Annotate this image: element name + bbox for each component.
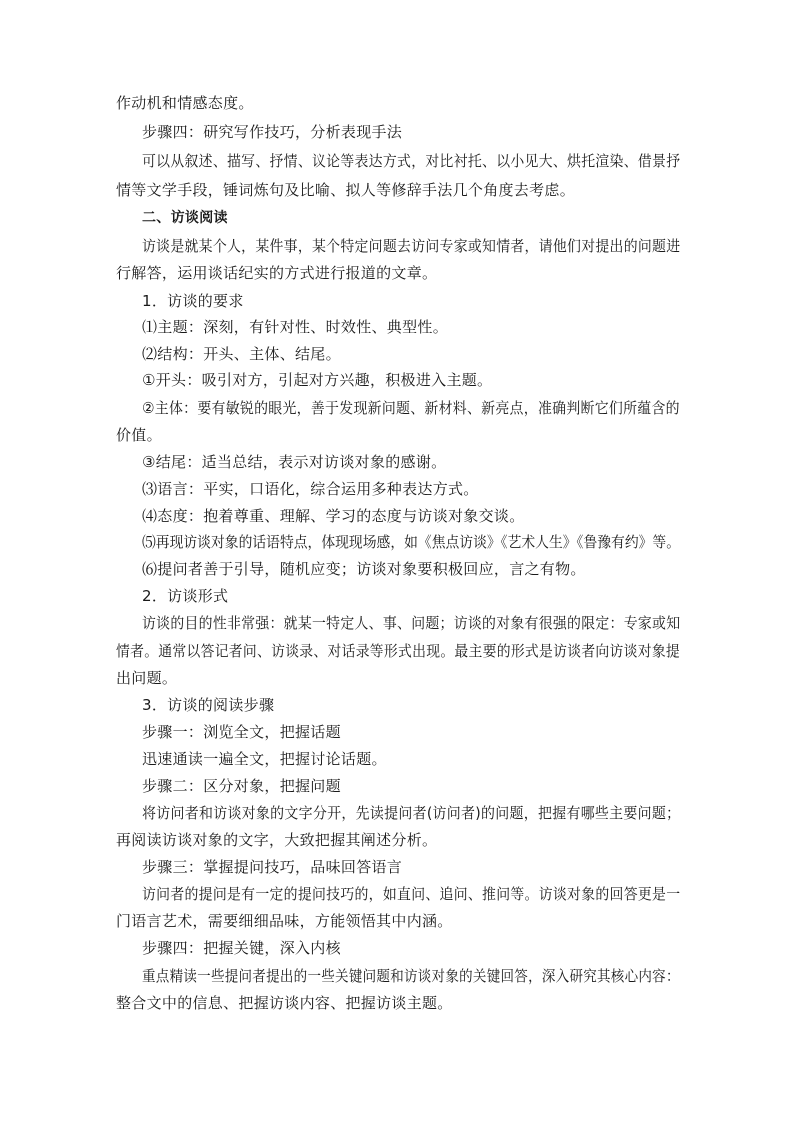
step-heading: 步骤四：把握关键，深入内核 (142, 939, 341, 957)
text-line: 访谈的目的性非常强：就某一特定人、事、问题；访谈的对象有很强的限定：专家或知 (142, 614, 681, 632)
list-item: ③结尾：适当总结，表示对访谈对象的感谢。 (142, 453, 447, 471)
text-line: 迅速通读一遍全文，把握讨论话题。 (142, 750, 387, 768)
list-item: ①开头：吸引对方，引起对方兴趣，积极进入主题。 (142, 371, 493, 389)
list-item: ②主体：要有敏锐的眼光，善于发现新问题、新材料、新亮点，准确判断它们所蕴含的 (142, 399, 680, 417)
text-line: 门语言艺术，需要细细品味，方能领悟其中内涵。 (116, 912, 453, 930)
text-line: 整合文中的信息、把握访谈内容、把握访谈主题。 (116, 994, 453, 1012)
list-item: ⑷态度：抱着尊重、理解、学习的态度与访谈对象交谈。 (142, 507, 525, 525)
subsection-heading: 2．访谈形式 (142, 587, 229, 605)
text-line: 访谈是就某个人，某件事，某个特定问题去访问专家或知情者，请他们对提出的问题进 (142, 237, 681, 255)
step-heading: 步骤四：研究写作技巧，分析表现手法 (142, 123, 403, 141)
text-line: 重点精读一些提问者提出的一些关键问题和访谈对象的关键回答，深入研究其核心内容： (142, 967, 680, 985)
step-heading: 步骤一：浏览全文，把握话题 (142, 723, 341, 741)
text-line: 访问者的提问是有一定的提问技巧的，如直问、追问、推问等。访谈对象的回答更是一 (142, 885, 681, 903)
list-item: ⑹提问者善于引导，随机应变；访谈对象要积极回应，言之有物。 (142, 560, 586, 578)
text-line: 再阅读访谈对象的文字，大致把握其阐述分析。 (116, 831, 438, 849)
text-line: 行解答，运用谈话纪实的方式进行报道的文章。 (116, 264, 438, 282)
step-heading: 步骤二：区分对象，把握问题 (142, 777, 341, 795)
text-line: 作动机和情感态度。 (116, 94, 254, 112)
text-line: 情等文学手段，锤词炼句及比喻、拟人等修辞手法几个角度去考虑。 (116, 181, 576, 199)
subsection-heading: 3．访谈的阅读步骤 (142, 696, 275, 714)
list-item: ⑶语言：平实，口语化，综合运用多种表达方式。 (142, 480, 479, 498)
text-line: 出问题。 (116, 669, 178, 687)
text-line: 可以从叙述、描写、抒情、议论等表达方式，对比衬托、以小见大、烘托渲染、借景抒 (142, 152, 681, 170)
list-item: ⑵结构：开头、主体、结尾。 (142, 345, 341, 363)
step-heading: 步骤三：掌握提问技巧，品味回答语言 (142, 858, 403, 876)
text-line: 价值。 (116, 426, 162, 444)
list-item: ⑸再现访谈对象的话语特点，体现现场感，如《焦点访谈》《艺术人生》《鲁豫有约》等。 (142, 533, 681, 551)
text-line: 将访问者和访谈对象的文字分开，先读提问者(访问者)的问题，把握有哪些主要问题； (142, 804, 681, 822)
text-line: 情者。通常以答记者问、访谈录、对话录等形式出现。最主要的形式是访谈者向访谈对象提 (116, 642, 681, 660)
list-item: ⑴主题：深刻，有针对性、时效性、典型性。 (142, 318, 449, 336)
section-heading: 二、访谈阅读 (142, 210, 228, 226)
subsection-heading: 1．访谈的要求 (142, 292, 244, 310)
